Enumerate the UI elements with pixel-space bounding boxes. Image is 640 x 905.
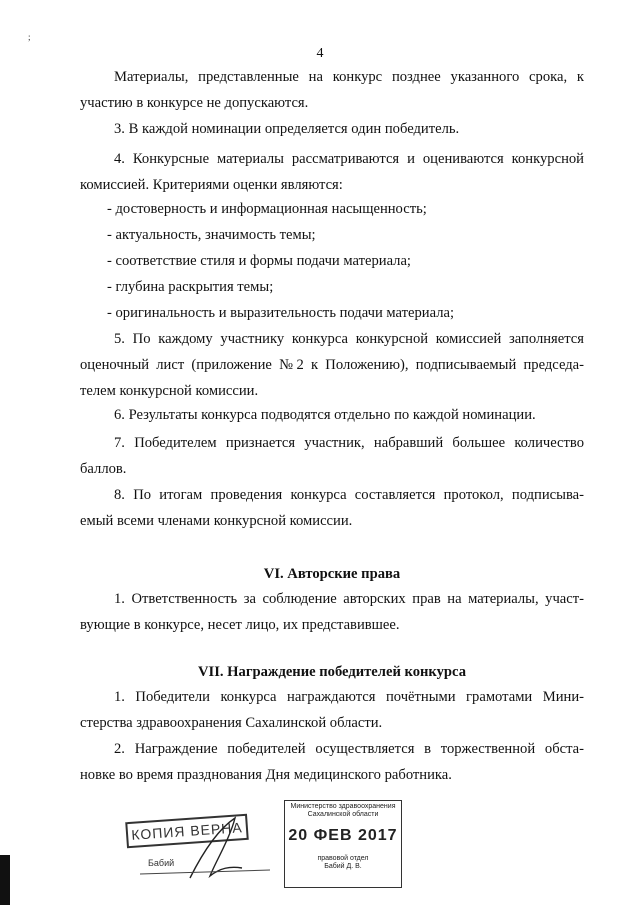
paragraph-4 bbox=[80, 146, 584, 198]
text-line: 4. Конкурсные материалы рассматриваются и оцениваются конкурсной bbox=[114, 151, 584, 167]
criteria-item: - оригинальность и выразительность подачи материала; bbox=[107, 305, 455, 321]
text-line: баллов. bbox=[80, 461, 127, 477]
text-line: 8. По итогам проведения конкурса составляется протокол, подписыва- bbox=[114, 487, 584, 503]
text-line: 1. Победители конкурса награждаются почётными грамотами Мини- bbox=[114, 689, 584, 705]
section-6-paragraph-1 bbox=[80, 586, 584, 638]
section-7-heading: VII. Награждение победителей конкурса bbox=[197, 664, 466, 680]
stamp-org bbox=[285, 803, 401, 819]
criteria-item: - глубина раскрытия темы; bbox=[107, 279, 274, 295]
text-line: телем конкурсной комиссии. bbox=[80, 383, 259, 399]
stamp-dept-line: Бабий Д. В. bbox=[324, 863, 362, 870]
paragraph-8 bbox=[80, 482, 584, 534]
section-6-heading: VI. Авторские права bbox=[263, 566, 401, 582]
paragraph-6 bbox=[80, 402, 584, 428]
copy-certified-stamp bbox=[120, 808, 280, 886]
stamp-org-line: Сахалинской области bbox=[307, 811, 379, 818]
signature-icon bbox=[120, 808, 280, 886]
scan-edge bbox=[0, 855, 10, 905]
text-line: стерства здравоохранения Сахалинской области. bbox=[80, 715, 383, 731]
section-7-paragraph-2 bbox=[80, 736, 584, 788]
text-line: емый всеми членами конкурсной комиссии. bbox=[80, 513, 353, 529]
paragraph-5 bbox=[80, 326, 584, 404]
criteria-item: - актуальность, значимость темы; bbox=[107, 227, 316, 243]
stamp-org-line: Министерство здравоохранения bbox=[290, 803, 396, 810]
criteria-item: - соответствие стиля и формы подачи материала; bbox=[107, 253, 411, 269]
text-line: 3. В каждой номинации определяется один победитель. bbox=[114, 121, 460, 137]
paragraph-3 bbox=[80, 116, 584, 142]
stamp-date: 20 ФЕВ 2017 bbox=[288, 827, 398, 844]
stamp-dept-line: правовой отдел bbox=[317, 855, 369, 862]
text-line: 7. Победителем признается участник, набравший большее количество bbox=[114, 435, 584, 451]
stamp-dept bbox=[285, 855, 401, 871]
page-number: 4 bbox=[316, 46, 324, 61]
registration-stamp bbox=[284, 800, 402, 888]
text-line: Материалы, представленные на конкурс позднее указанного срока, к bbox=[114, 69, 584, 85]
paragraph-7 bbox=[80, 430, 584, 482]
text-line: новке во время празднования Дня медицинского работника. bbox=[80, 767, 452, 783]
text-line: вующие в конкурсе, несет лицо, их представившее. bbox=[80, 617, 400, 633]
text-line: 6. Результаты конкурса подводятся отдельно по каждой номинации. bbox=[114, 407, 536, 423]
text-line: 2. Награждение победителей осуществляется в торжественной обста- bbox=[114, 741, 584, 757]
criteria-item: - достоверность и информационная насыщенность; bbox=[107, 201, 427, 217]
paragraph-late-materials bbox=[80, 64, 584, 116]
stamp-name: Бабий bbox=[148, 858, 175, 868]
stamp-text: КОПИЯ ВЕРНА bbox=[125, 814, 249, 848]
criteria-list bbox=[107, 196, 567, 326]
text-line: комиссией. Критериями оценки являются: bbox=[80, 177, 343, 193]
text-line: участию в конкурсе не допускаются. bbox=[80, 95, 309, 111]
section-7-paragraph-1 bbox=[80, 684, 584, 736]
text-line: 5. По каждому участнику конкурса конкурсной комиссией заполняется bbox=[114, 331, 584, 347]
text-line: оценочный лист (приложение №2 к Положению), подписываемый председа- bbox=[80, 357, 584, 373]
text-line: 1. Ответственность за соблюдение авторских прав на материалы, участ- bbox=[114, 591, 584, 607]
scan-mark: ; bbox=[28, 32, 31, 42]
